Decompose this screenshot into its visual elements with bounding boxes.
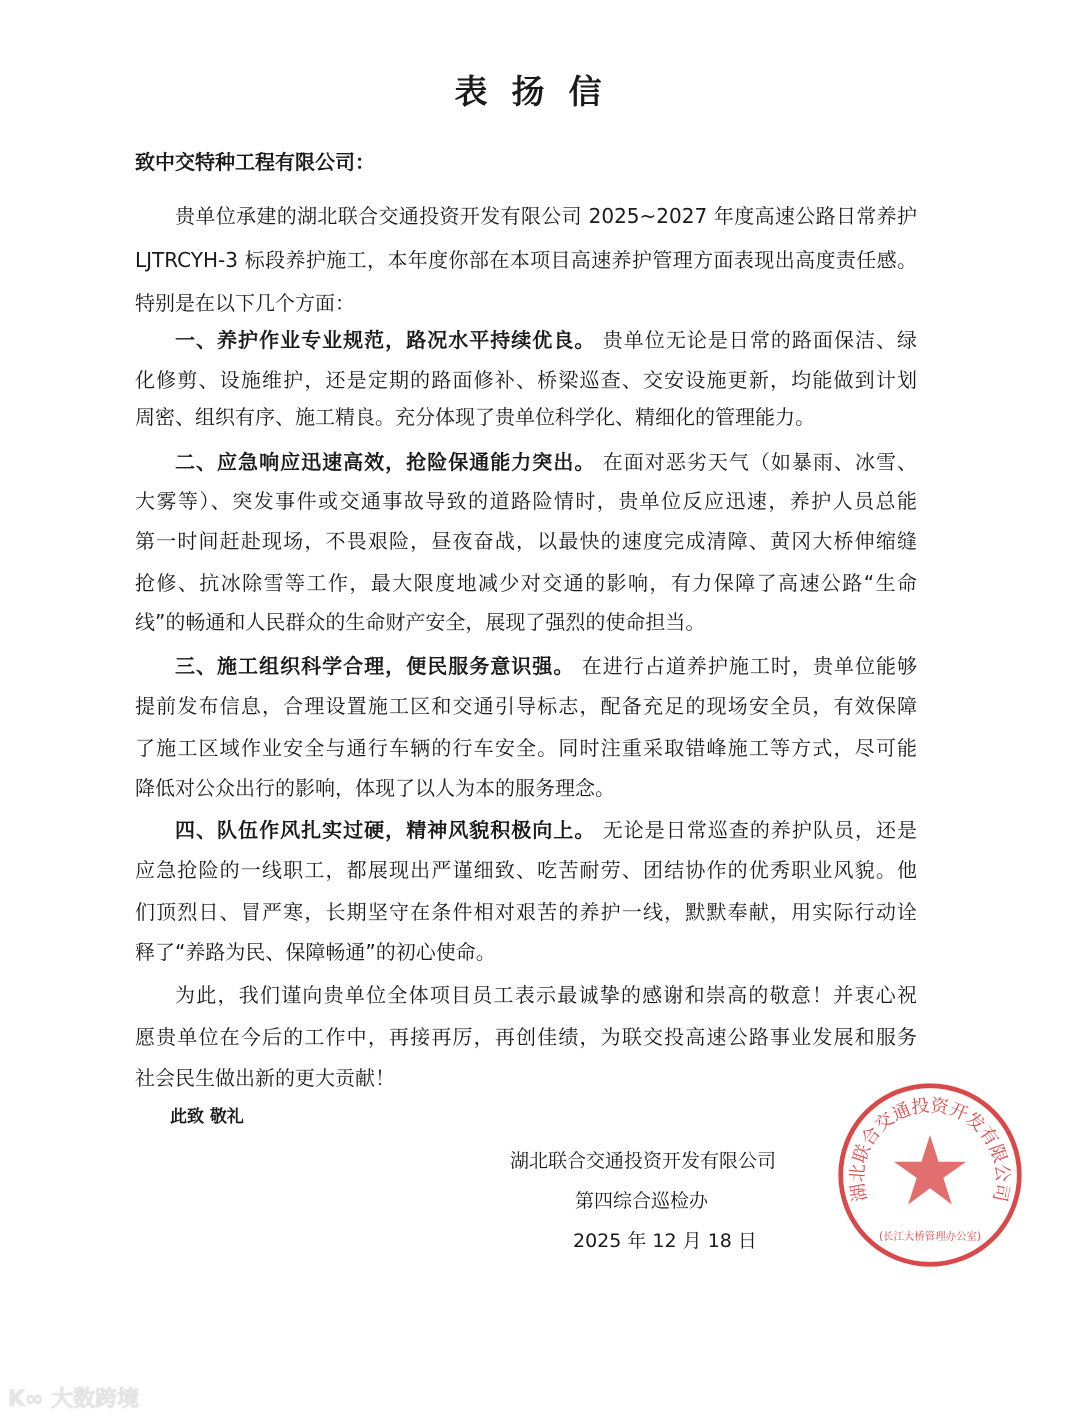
letter-title: 表扬信 [454, 72, 626, 111]
section-heading: 四、队伍作风扎实过硬，精神风貌积极向上。 [175, 818, 596, 842]
seal-inner-text: (长江大桥管理办公室) [878, 1230, 982, 1243]
section-heading: 三、施工组织科学合理，便民服务意识强。 [175, 654, 575, 678]
salutation: 致中交特种工程有限公司： [135, 150, 375, 174]
body-line [175, 449, 917, 475]
closing-salutation: 此致 敬礼 [170, 1107, 244, 1127]
line-text: 了施工区域作业安全与通行车辆的行车安全。同时注重采取错峰施工等方式，尽可能 [135, 736, 917, 760]
line-text: 为此，我们谨向贵单位全体项目员工表示最诚挚的感谢和崇高的敬意！并衷心祝 [175, 983, 917, 1007]
body-line [135, 367, 917, 393]
line-text: LJTRCYH-3 标段养护施工，本年度你部在本项目高速养护管理方面表现出高度责任感。 [135, 248, 917, 272]
line-text: 第一时间赶赴现场，不畏艰险，昼夜奋战，以最快的速度完成清障、黄冈大桥伸缩缝 [135, 529, 917, 553]
body-line [175, 327, 917, 353]
official-seal-stamp [835, 1080, 1025, 1270]
line-text: 降低对公众出行的影响，体现了以人为本的服务理念。 [135, 776, 615, 800]
body-line [135, 693, 917, 719]
line-text: 周密、组织有序、施工精良。充分体现了贵单位科学化、精细化的管理能力。 [135, 405, 815, 429]
body-line [135, 939, 917, 965]
body-line [135, 1065, 917, 1091]
body-line [135, 899, 917, 925]
body-line [135, 857, 917, 883]
watermark-icon: K∞ [8, 1387, 52, 1412]
watermark-text: 大数跨境 [51, 1387, 140, 1412]
signature-date: 2025 年 12 月 18 日 [573, 1230, 757, 1252]
body-line [175, 203, 917, 229]
line-text: 应急抢险的一线职工，都展现出严谨细致、吃苦耐劳、团结协作的优秀职业风貌。他 [135, 858, 917, 882]
line-text: 特别是在以下几个方面： [135, 291, 355, 315]
line-text: 大雾等）、突发事件或交通事故导致的道路险情时，贵单位反应迅速，养护人员总能 [135, 489, 917, 513]
line-text: 在面对恶劣天气（如暴雨、冰雪、 [602, 450, 917, 474]
seal-star-icon [894, 1135, 966, 1204]
line-text: 贵单位承建的湖北联合交通投资开发有限公司 2025~2027 年度高速公路日常养护 [175, 204, 917, 228]
seal-arc-text: 湖北联合交通投资开发有限公司 [847, 1095, 1013, 1204]
body-line [135, 488, 917, 514]
line-text: 无论是日常巡查的养护队员，还是 [602, 818, 917, 842]
body-line [135, 609, 917, 635]
line-text: 化修剪、设施维护，还是定期的路面修补、桥梁巡查、交安设施更新，均能做到计划 [135, 368, 917, 392]
body-line [175, 817, 917, 843]
body-line [135, 1024, 917, 1050]
line-text: 提前发布信息，合理设置施工区和交通引导标志，配备充足的现场安全员，有效保障 [135, 694, 917, 718]
line-text: 社会民生做出新的更大贡献！ [135, 1066, 395, 1090]
signature-department: 第四综合巡检办 [575, 1190, 709, 1212]
line-text: 线”的畅通和人民群众的生命财产安全，展现了强烈的使命担当。 [135, 610, 706, 634]
line-text: 在进行占道养护施工时，贵单位能够 [581, 654, 917, 678]
line-text: 们顶烈日、冒严寒，长期坚守在条件相对艰苦的养护一线，默默奉献，用实际行动诠 [135, 900, 917, 924]
watermark-logo [8, 1382, 139, 1413]
signature-organization: 湖北联合交通投资开发有限公司 [510, 1150, 777, 1172]
body-line [135, 570, 917, 596]
body-line [135, 775, 917, 801]
body-line [175, 982, 917, 1008]
body-line [135, 404, 917, 430]
body-line [135, 290, 917, 316]
line-text: 释了“养路为民、保障畅通”的初心使命。 [135, 940, 496, 964]
body-line [135, 735, 917, 761]
line-text: 抢修、抗冰除雪等工作，最大限度地减少对交通的影响，有力保障了高速公路“生命 [135, 571, 917, 595]
line-text: 愿贵单位在今后的工作中，再接再厉，再创佳绩，为联交投高速公路事业发展和服务 [135, 1025, 917, 1049]
section-heading: 二、应急响应迅速高效，抢险保通能力突出。 [175, 450, 596, 474]
body-line [135, 247, 917, 273]
body-line [135, 528, 917, 554]
body-line [175, 653, 917, 679]
section-heading: 一、养护作业专业规范，路况水平持续优良。 [175, 328, 596, 352]
line-text: 贵单位无论是日常的路面保洁、绿 [602, 328, 917, 352]
